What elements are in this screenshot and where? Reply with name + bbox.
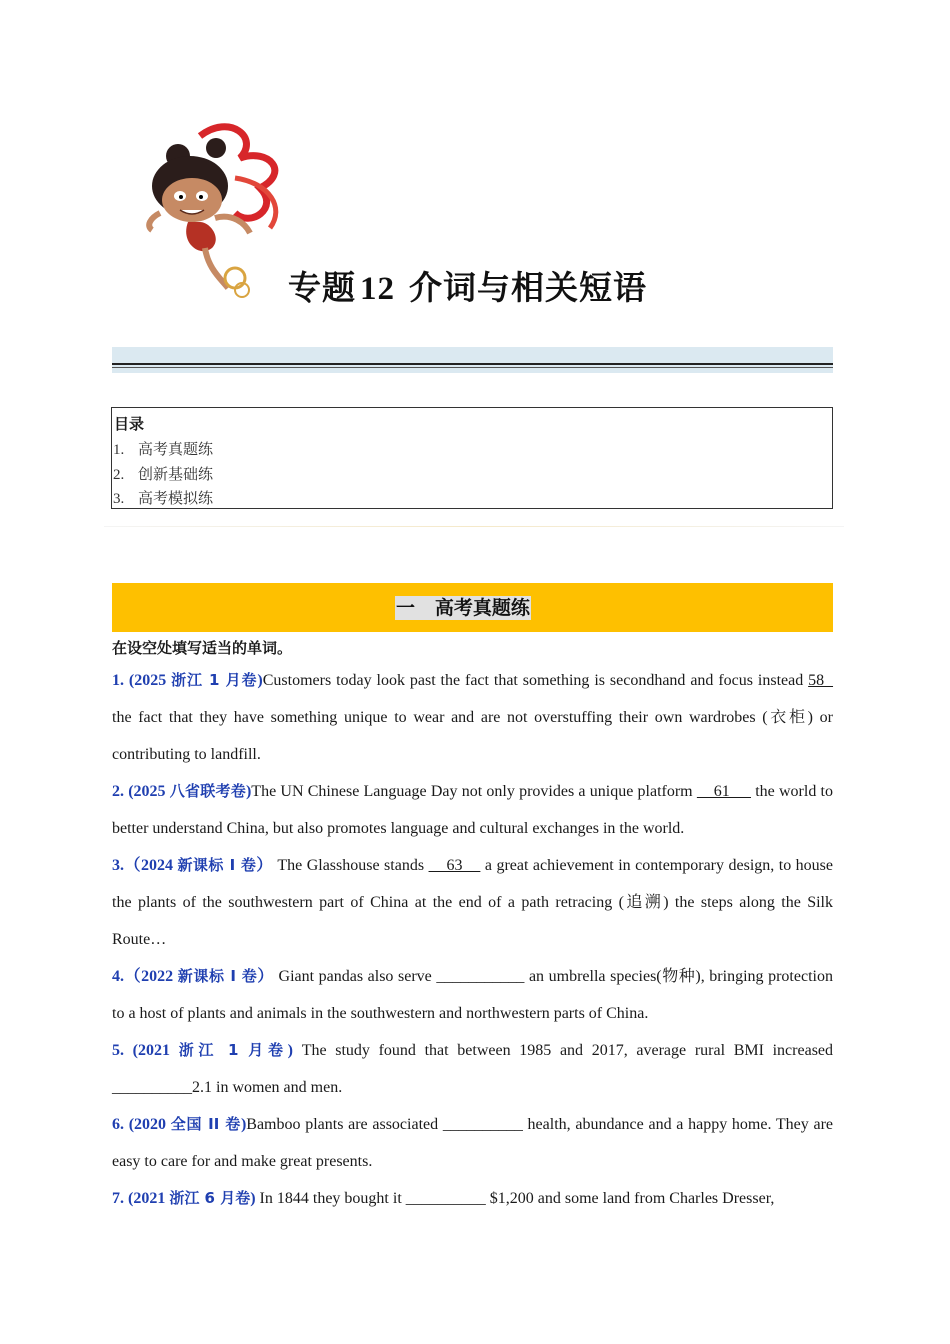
question-source-close: ）	[256, 857, 273, 874]
section-separator	[104, 526, 844, 527]
toc-item[interactable]	[113, 487, 213, 508]
question-text: The study found that between 1985 and 2017, average rural BMI increased __________2.1 in women and men.	[112, 1042, 834, 1096]
question-source	[112, 783, 251, 800]
title-prefix: 专题	[288, 268, 356, 307]
question-item	[112, 1032, 833, 1106]
question-item	[112, 1106, 833, 1180]
section-title: 一 高考真题练	[396, 597, 530, 619]
toc-item-number: 2.	[113, 467, 125, 483]
question-text: In 1844 they bought it __________ $1,200 and some land from Charles Dresser,	[259, 1190, 775, 1207]
toc-item[interactable]	[113, 438, 213, 459]
question-item	[112, 1180, 833, 1217]
question-text: Giant pandas also serve ___________ an umbrella species(物种), bringing protection to a host of plants and animals in the southwestern and northwestern parts of China.	[112, 968, 833, 1022]
answer-blank[interactable]: 61	[696, 783, 751, 800]
question-item	[112, 662, 833, 773]
question-source-year: (2025	[124, 783, 170, 800]
question-source-close: )	[240, 1116, 247, 1133]
page-title	[288, 262, 647, 309]
question-list	[112, 662, 833, 1217]
question-source	[112, 672, 263, 689]
question-source-year: (2021	[124, 1042, 179, 1059]
section-instruction: 在设空处填写适当的单词。	[112, 639, 293, 657]
question-source-year: (2021	[124, 1190, 170, 1207]
question-source-close: ）	[257, 968, 274, 985]
question-source	[112, 968, 274, 985]
question-source	[112, 857, 273, 874]
question-text: The UN Chinese Language Day not only provides a unique platform	[251, 783, 697, 800]
question-source-exam: 八省联考卷	[169, 782, 246, 800]
title-number: 12	[360, 271, 395, 307]
question-source-close: )	[250, 1190, 260, 1207]
question-item	[112, 847, 833, 958]
question-source-exam: 新课标 I 卷	[177, 856, 257, 874]
question-source-close: )	[245, 783, 252, 800]
toc-item-number: 3.	[113, 491, 125, 507]
question-source-exam: 浙江 1 月卷	[171, 671, 258, 689]
question-text-tail: a great achievement in contemporary design, to house the plants of the southwestern part of China at the end of a path retracing (追溯) the steps along the Silk Route…	[112, 857, 833, 948]
question-text-tail: the world to better understand China, but also promotes language and cultural exchanges in the world.	[112, 783, 834, 837]
question-text-tail: the fact that they have something unique to wear and are not overstuffing their own wardrobes (衣柜) or contributing to landfill.	[112, 709, 833, 763]
question-source-year: （2024	[124, 857, 178, 874]
question-source	[112, 1116, 246, 1133]
question-source	[112, 1042, 302, 1059]
question-number: 1.	[112, 672, 124, 689]
question-number: 2.	[112, 783, 124, 800]
question-text: Customers today look past the fact that something is secondhand and focus instead	[262, 672, 809, 689]
question-source-exam: 新课标 I 卷	[177, 967, 258, 985]
question-source-close: )	[257, 672, 263, 689]
header-divider-band	[112, 347, 833, 373]
question-number: 3.	[112, 857, 124, 874]
toc-item-label: 创新基础练	[138, 465, 214, 483]
question-item	[112, 773, 833, 847]
question-number: 6.	[112, 1116, 124, 1133]
question-source-close: )	[287, 1042, 302, 1059]
question-item	[112, 958, 833, 1032]
divider-rule-thin	[112, 367, 833, 368]
answer-blank[interactable]: 63	[428, 857, 481, 874]
question-source-year: (2020	[124, 1116, 171, 1133]
section-banner	[112, 583, 833, 632]
toc-item-label: 高考真题练	[138, 440, 214, 458]
question-text: Bamboo plants are associated __________ health, abundance and a happy home. They are easy to care for and make great presents.	[112, 1116, 834, 1170]
toc-item-number: 1.	[113, 442, 125, 458]
question-source-exam: 浙江 6 月卷	[169, 1189, 251, 1207]
question-source-year: （2022	[124, 968, 178, 985]
table-of-contents	[111, 407, 833, 509]
question-source	[112, 1190, 260, 1207]
question-text: The Glasshouse stands	[272, 857, 429, 874]
question-source-exam: 浙江 1 月卷	[178, 1041, 288, 1059]
mascot-illustration	[140, 118, 290, 303]
question-number: 7.	[112, 1190, 124, 1207]
toc-item-label: 高考模拟练	[138, 489, 214, 507]
title-main: 介词与相关短语	[409, 268, 647, 307]
answer-blank[interactable]: 58	[808, 672, 834, 689]
question-source-exam: 全国 II 卷	[170, 1115, 241, 1133]
toc-heading: 目录	[114, 415, 145, 433]
toc-item[interactable]	[113, 463, 213, 484]
question-source-year: (2025	[124, 672, 172, 689]
question-number: 5.	[112, 1042, 124, 1059]
divider-rule	[112, 363, 833, 365]
question-number: 4.	[112, 968, 124, 985]
